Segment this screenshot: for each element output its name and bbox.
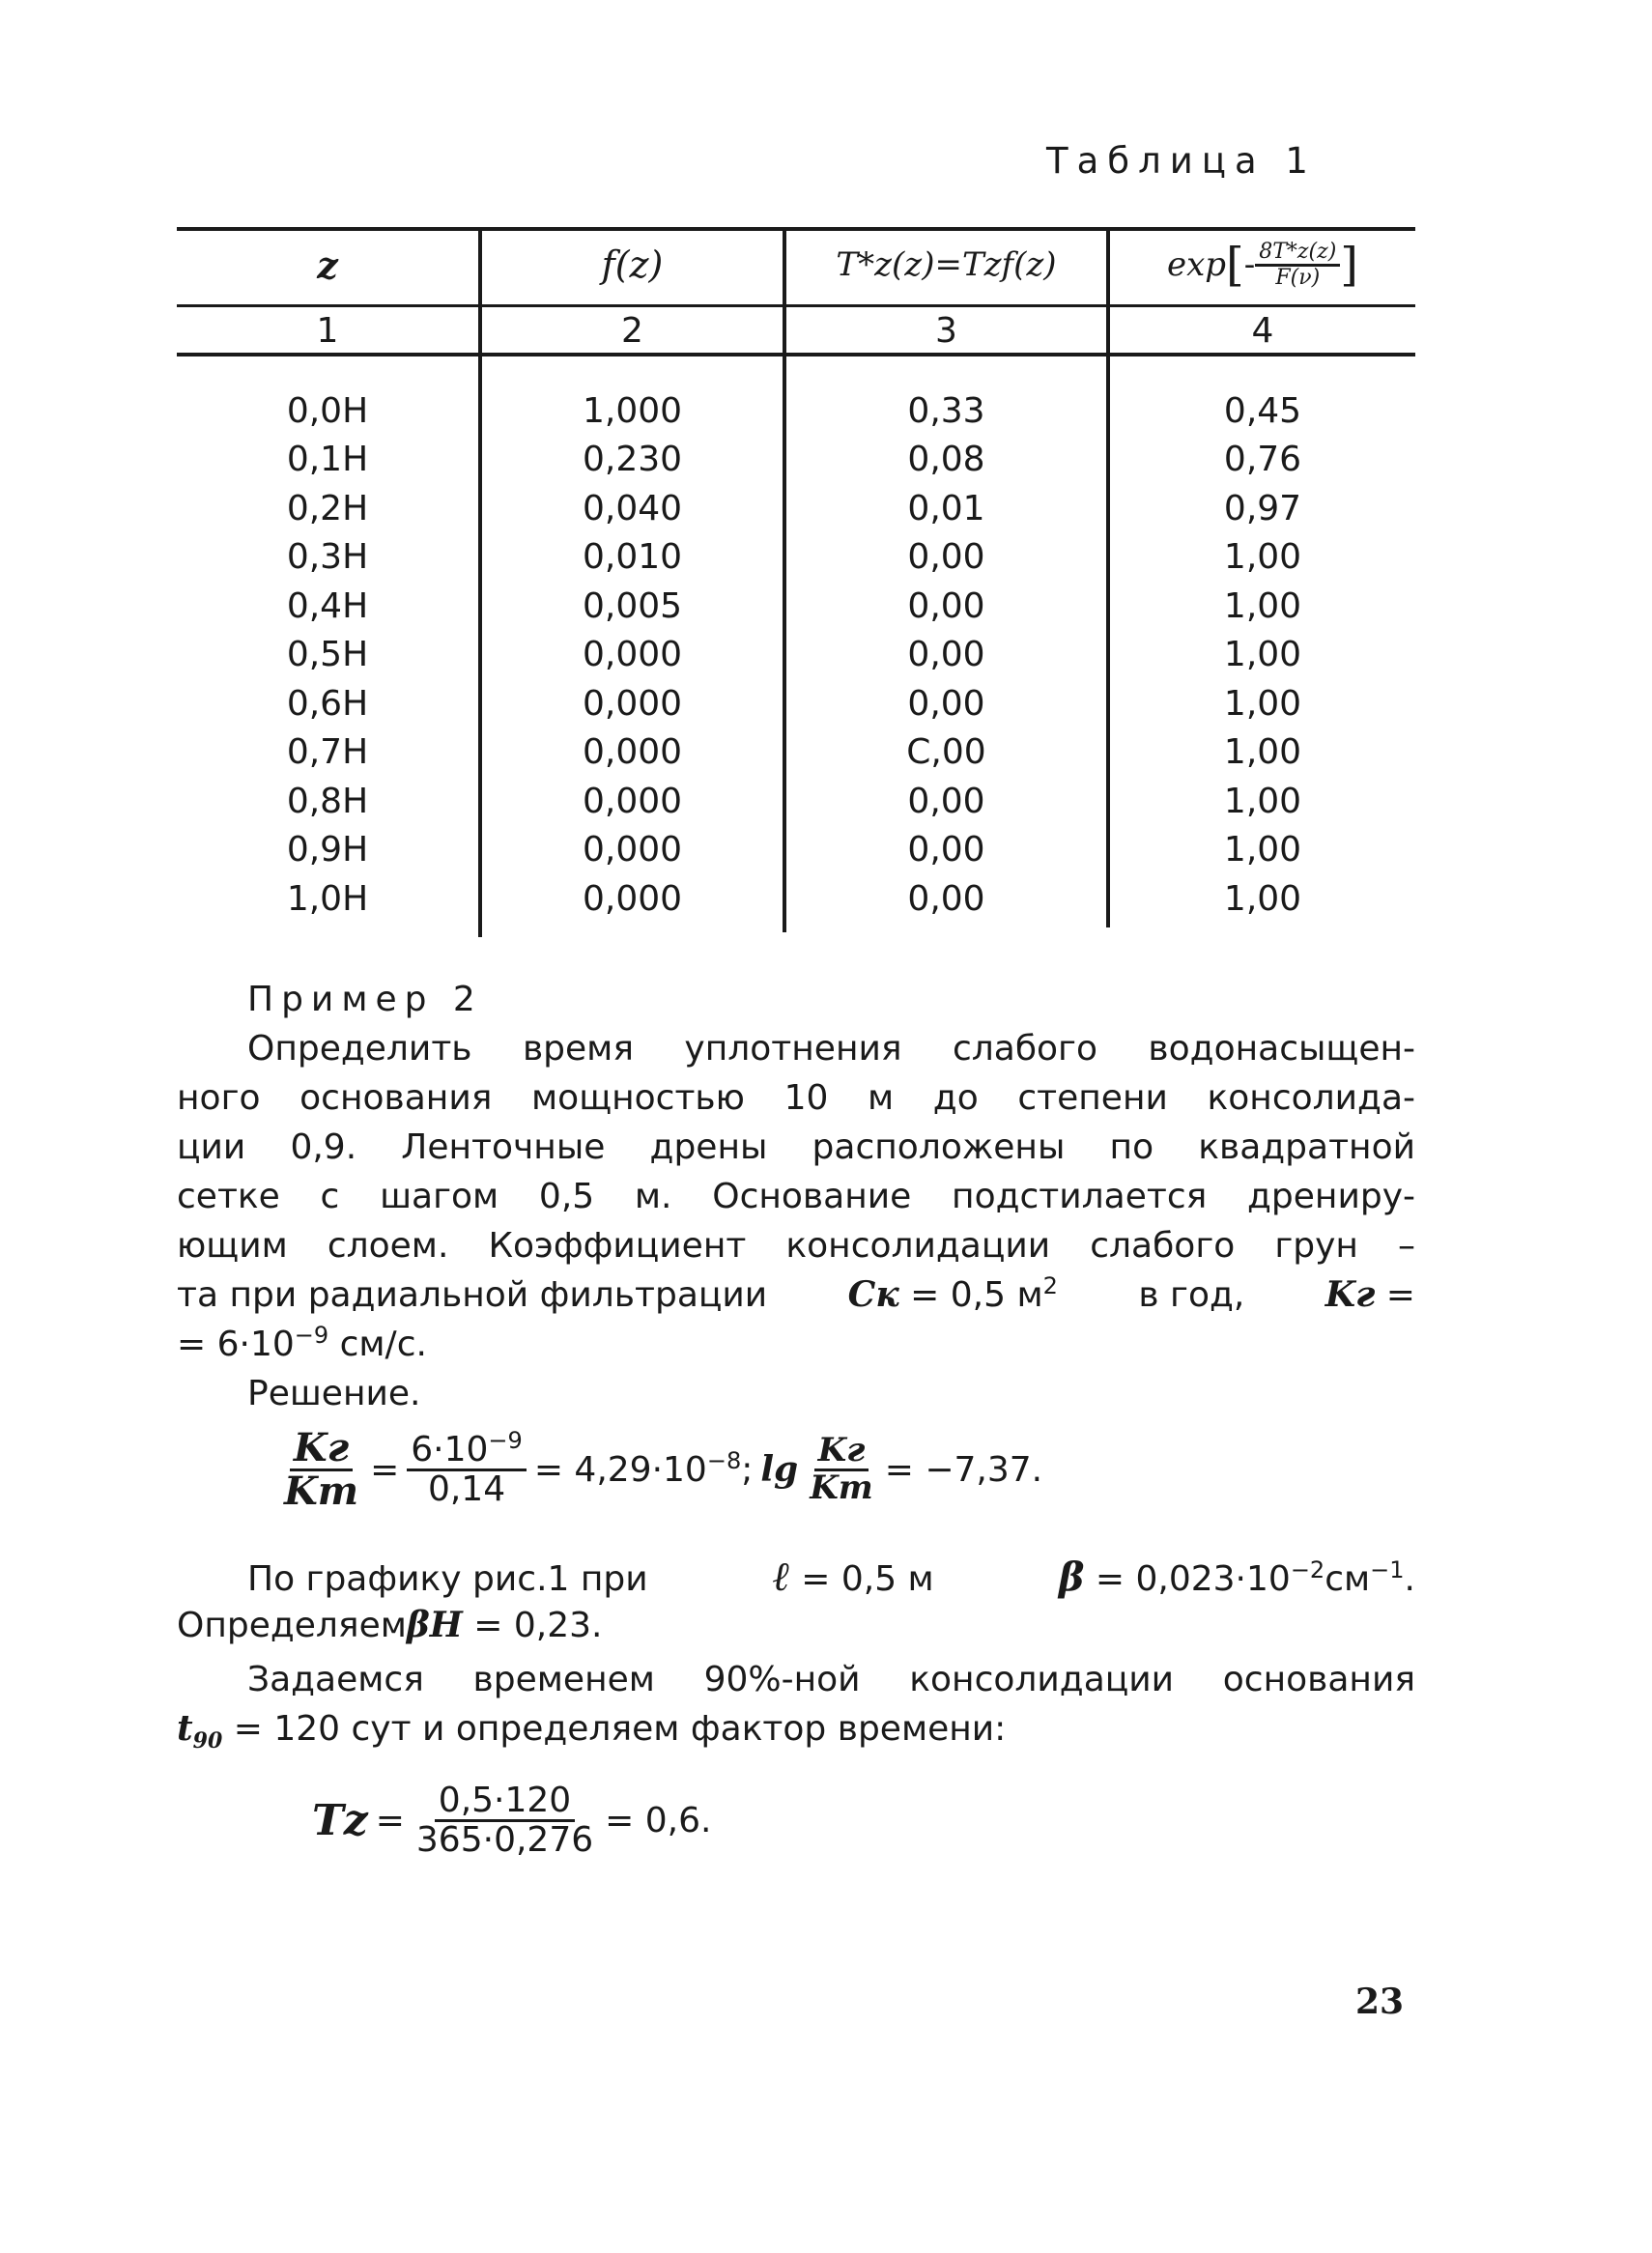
cell-tz: 0,00 <box>907 635 985 674</box>
ratio-kg-kt <box>280 1425 362 1514</box>
cell-exp: 1,00 <box>1223 732 1302 772</box>
t90-symbol: $t_{90}$ <box>177 1708 223 1754</box>
graph-line <box>247 1552 1415 1604</box>
cell-tz: C,00 <box>906 732 986 772</box>
cell-exp: 1,00 <box>1223 878 1302 919</box>
tz-result: = 0,6. <box>605 1800 712 1840</box>
l-value: = 0,5 м <box>801 1559 934 1599</box>
example-line-1: Определить время уплотнения слабого водонасыщен- <box>247 1029 1415 1069</box>
ratio-kt: Kт <box>284 1469 359 1514</box>
time-line-2 <box>177 1704 1006 1754</box>
cell-fz: 0,040 <box>582 488 683 528</box>
cell-fz: 0,000 <box>582 635 683 674</box>
cell-tz: 0,00 <box>907 830 985 870</box>
t90-text: = 120 сут и определяем фактор времени: <box>233 1709 1007 1749</box>
tz-symbol: Tz <box>312 1795 368 1845</box>
beta-value: = 0,023·10 <box>1095 1559 1291 1599</box>
cell-z: 0,1H <box>286 440 369 479</box>
cell-z: 0,8H <box>286 781 369 821</box>
solution-label: Решение. <box>247 1374 421 1413</box>
define-line <box>177 1601 602 1650</box>
cell-z: 0,0H <box>286 390 369 431</box>
ratio-result-base: = 4,29·10 <box>533 1450 707 1490</box>
example-line-2: ного основания мощностью 10 м до степени консолида- <box>177 1078 1415 1118</box>
colnum-3: 3 <box>935 310 957 351</box>
cell-tz: 0,00 <box>907 781 985 821</box>
ratio-result-exp: −8 <box>706 1447 742 1474</box>
cell-exp: 0,97 <box>1223 488 1302 528</box>
ratio-eq1: = <box>370 1450 400 1490</box>
line7-exponent: −9 <box>294 1322 329 1349</box>
cell-tz: 0,01 <box>907 488 985 528</box>
cell-fz: 0,005 <box>582 585 683 626</box>
cell-fz: 0,000 <box>582 781 683 821</box>
cell-z: 1,0H <box>286 878 369 919</box>
cell-fz: 0,000 <box>582 830 683 870</box>
beta-period: . <box>1404 1559 1415 1599</box>
line7-value: = 6·10 <box>177 1325 295 1364</box>
ck-exponent: 2 <box>1042 1272 1058 1299</box>
ratio-denominator: 0,14 <box>427 1469 506 1509</box>
tz-numerator: 0,5·120 <box>435 1782 575 1822</box>
cell-z: 0,5H <box>286 635 369 674</box>
define-value: = 0,23. <box>473 1606 603 1645</box>
cell-fz: 0,010 <box>582 537 683 577</box>
ratio-numerator <box>407 1427 527 1471</box>
line7-unit: см/с. <box>339 1325 427 1364</box>
beta-symbol: β <box>1058 1554 1085 1600</box>
bracket-open: [ <box>1226 238 1244 292</box>
cell-tz: 0,00 <box>907 878 985 919</box>
cell-tz: 0,00 <box>907 585 985 626</box>
table-header-rule <box>177 304 1415 307</box>
bracket-close: ] <box>1340 238 1359 292</box>
tz-eq: = <box>375 1800 405 1840</box>
cell-exp: 1,00 <box>1223 781 1302 821</box>
lg-result: = −7,37. <box>884 1450 1043 1490</box>
cell-exp: 1,00 <box>1223 537 1302 577</box>
graph-text: По графику рис.1 при <box>247 1559 648 1599</box>
cell-z: 0,7H <box>286 732 369 772</box>
cell-fz: 0,230 <box>582 440 683 479</box>
cell-z: 0,3H <box>286 537 369 577</box>
ratio-result <box>534 1445 754 1495</box>
lg-symbol: lg <box>760 1449 799 1490</box>
beta-unit-exp: −1 <box>1370 1556 1405 1583</box>
cell-exp: 1,00 <box>1223 585 1302 626</box>
header-fz: f(z) <box>601 243 664 286</box>
header-exp <box>1110 227 1415 302</box>
ratio-kg: Kг <box>290 1428 353 1471</box>
kg-eq: = <box>1385 1275 1415 1315</box>
kg-symbol: Kг <box>1324 1274 1376 1315</box>
ratio-num-exp: −9 <box>488 1427 523 1455</box>
graph-beta-group <box>1059 1553 1415 1604</box>
cell-tz: 0,00 <box>907 537 985 577</box>
ck-symbol: Cк <box>847 1274 899 1315</box>
time-line-1: Задаемся временем 90%-ной консолидации основания <box>247 1660 1415 1699</box>
beta-unit: см <box>1324 1559 1371 1599</box>
line6-kg-group <box>1325 1270 1415 1320</box>
cell-tz: 0,08 <box>907 440 985 479</box>
table-colnum-rule <box>177 353 1415 356</box>
cell-z: 0,9H <box>286 830 369 870</box>
lg-kg-kt <box>806 1431 877 1507</box>
cell-exp: 0,45 <box>1223 390 1302 431</box>
table-caption-text: Таблица 1 <box>1046 140 1317 182</box>
cell-fz: 0,000 <box>582 878 683 919</box>
cell-fz: 1,000 <box>582 390 683 431</box>
example-title: Пример 2 <box>247 980 483 1019</box>
cell-exp: 1,00 <box>1223 635 1302 674</box>
cell-tz: 0,33 <box>907 390 985 431</box>
header-exp-denominator: F(ν) <box>1275 265 1321 290</box>
ck-value: = 0,5 м <box>910 1275 1043 1315</box>
colnum-2: 2 <box>621 310 643 351</box>
formula-ratio <box>280 1425 1043 1514</box>
example-line-7 <box>177 1320 427 1369</box>
line6-text: та при радиальной фильтрации <box>177 1275 768 1315</box>
formula-tz <box>312 1782 711 1859</box>
cell-z: 0,2H <box>286 488 369 528</box>
ratio-value-fraction <box>407 1427 527 1509</box>
lg-kt: Kт <box>810 1469 873 1507</box>
lg-kg: Kг <box>814 1434 869 1471</box>
t90-sub: 90 <box>192 1728 223 1754</box>
cell-z: 0,4H <box>286 585 369 626</box>
header-exp-prefix: exp <box>1166 245 1227 284</box>
cell-tz: 0,00 <box>907 683 985 724</box>
beta-exp: −2 <box>1290 1556 1325 1583</box>
cell-fz: 0,000 <box>582 683 683 724</box>
ratio-num-base: 6·10 <box>411 1430 489 1470</box>
line6-ck-group <box>848 1270 1058 1320</box>
header-exp-numerator: 8T*z(z) <box>1255 241 1340 266</box>
minus-sign: - <box>1243 245 1256 284</box>
cell-fz: 0,000 <box>582 732 683 772</box>
example-line-3: ции 0,9. Ленточные дрены расположены по квадратной <box>177 1127 1415 1167</box>
tz-fraction <box>413 1782 597 1859</box>
page-number: 23 <box>1355 1982 1405 2022</box>
cell-exp: 0,76 <box>1223 440 1302 479</box>
header-tz: T*z(z)=Tzf(z) <box>836 245 1057 284</box>
header-z: z <box>317 242 338 287</box>
define-text: Определяем <box>177 1606 407 1645</box>
tz-denominator: 365·0,276 <box>415 1819 594 1860</box>
ratio-semicolon: ; <box>741 1450 754 1490</box>
line6-per-year: в год, <box>1138 1275 1245 1315</box>
example-line-5: ющим слоем. Коэффициент консолидации слабого грун – <box>177 1226 1415 1266</box>
colnum-4: 4 <box>1251 310 1274 351</box>
beta-h-symbol: βH <box>406 1605 463 1645</box>
cell-exp: 1,00 <box>1223 830 1302 870</box>
example-line-6 <box>177 1270 1415 1320</box>
graph-l-group <box>773 1552 934 1604</box>
data-table <box>177 227 1415 942</box>
cell-z: 0,6H <box>286 683 369 724</box>
cell-exp: 1,00 <box>1223 683 1302 724</box>
colnum-1: 1 <box>316 310 339 351</box>
header-exp-fraction <box>1255 241 1340 288</box>
example-line-4: сетке с шагом 0,5 м. Основание подстилается дрениру- <box>177 1177 1415 1216</box>
l-symbol: ℓ <box>772 1553 790 1600</box>
